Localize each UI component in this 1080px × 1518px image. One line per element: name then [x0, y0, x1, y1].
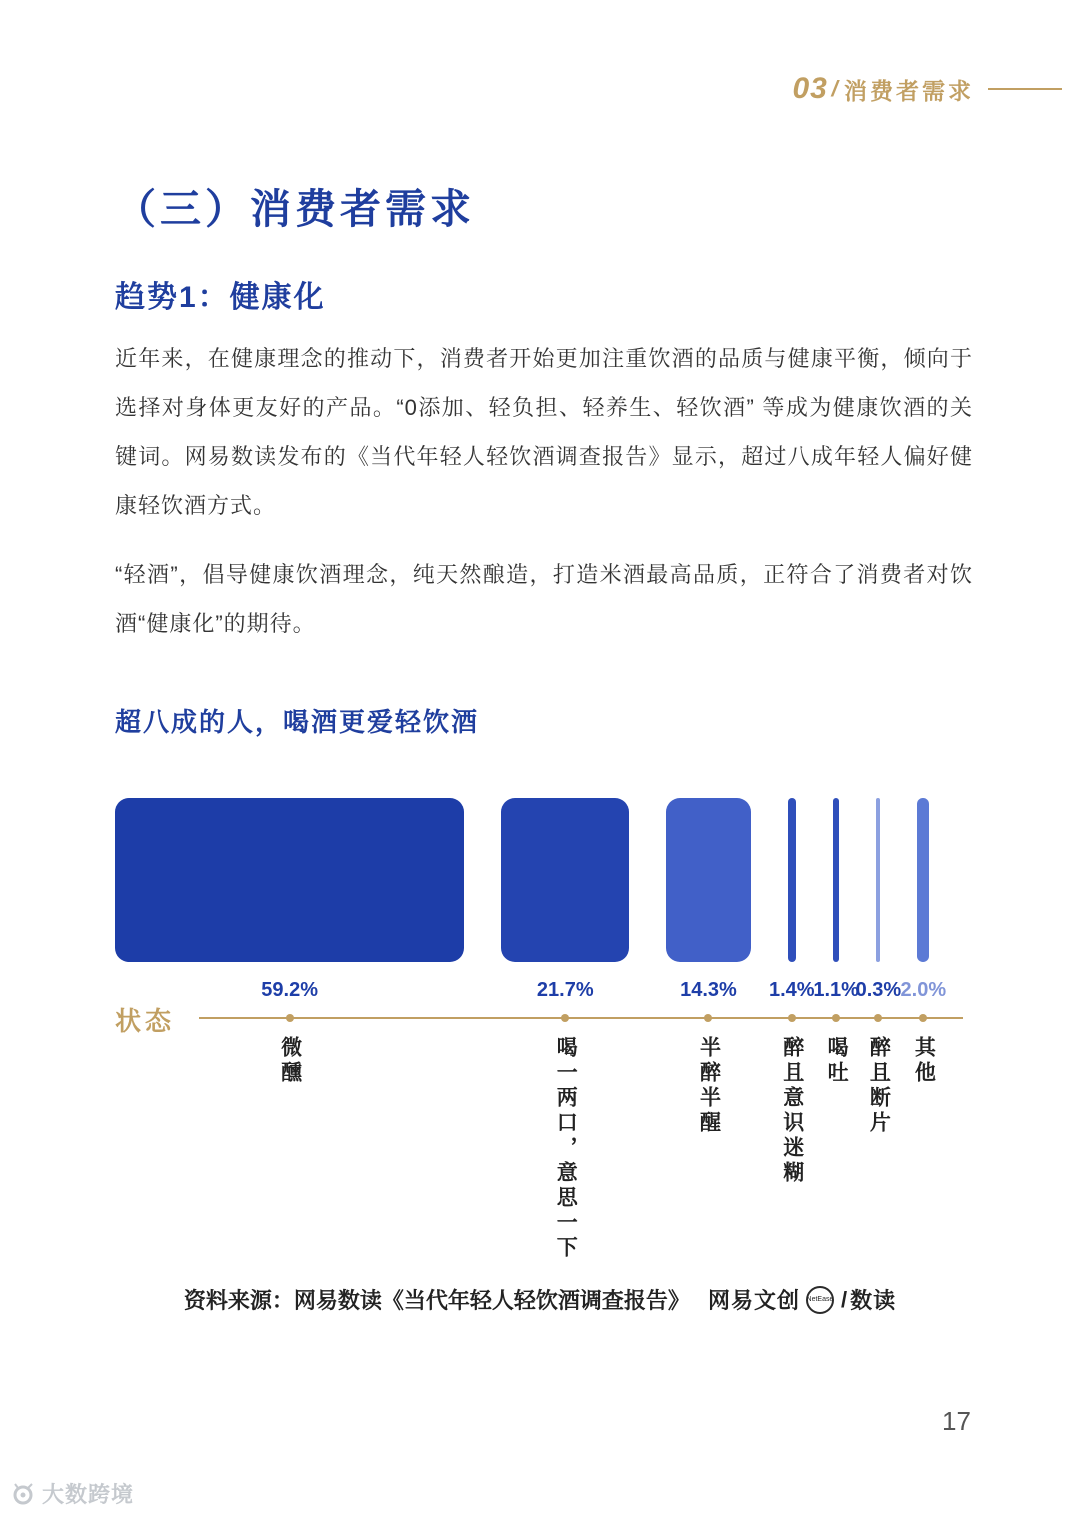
axis-dot [704, 1014, 712, 1022]
axis-dot [874, 1014, 882, 1022]
brand-separator: / [840, 1286, 848, 1312]
page-title: （三）消费者需求 [115, 186, 475, 232]
bar-value-label: 14.3% [680, 979, 737, 1001]
header-section-number: 03 [792, 72, 828, 105]
bar-value-label: 59.2% [261, 979, 318, 1001]
netease-logo-icon: NetEase [806, 1286, 834, 1314]
header-separator: / [829, 76, 841, 101]
axis-label: 状态 [115, 1006, 176, 1036]
bar-category-label: 喝吐 [825, 1036, 849, 1086]
bar-category-label: 喝一两口，意思一下 [554, 1036, 578, 1261]
brand-suffix: 数读 [850, 1288, 897, 1313]
brand-name: 网易文创 [707, 1288, 800, 1313]
bar-chart [115, 798, 995, 1278]
axis-dot [561, 1014, 569, 1022]
bar-value-label: 0.3% [855, 979, 902, 1001]
page-number: 17 [942, 1406, 971, 1436]
bar-category-label: 半醉半醒 [697, 1036, 721, 1136]
bar-segment [666, 798, 750, 962]
axis-dot [832, 1014, 840, 1022]
body-paragraph-1: 近年来，在健康理念的推动下，消费者开始更加注重饮酒的品质与健康平衡，倾向于选择对身体更友好的产品。“0添加、轻负担、轻养生、轻饮酒” 等成为健康饮酒的关键词。网易数读发布的《当代年轻人轻饮酒调查报告》显示，超过八成年轻人偏好健康轻饮酒方式。 [115, 346, 973, 518]
source-prefix: 资料来源： [183, 1288, 294, 1313]
chart-title: 超八成的人，喝酒更爱轻饮酒 [115, 707, 480, 737]
bar-segment [115, 798, 464, 962]
axis-dot [788, 1014, 796, 1022]
watermark-logo-icon [10, 1481, 36, 1507]
bar-category-label: 醉且断片 [867, 1036, 891, 1136]
bar-value-label: 21.7% [536, 979, 594, 1001]
watermark [10, 1478, 134, 1509]
trend-subtitle: 趋势1：健康化 [115, 281, 326, 314]
body-paragraph-2: “轻酒”，倡导健康饮酒理念，纯天然酿造，打造米酒最高品质，正符合了消费者对饮酒“健康化”的期待。 [115, 562, 973, 636]
bar-category-label: 微醺 [278, 1036, 302, 1086]
bar-segment [917, 798, 929, 962]
source-text: 网易数读《当代年轻人轻饮酒调查报告》 [293, 1288, 690, 1313]
bar-segment [876, 798, 880, 962]
watermark-text: 大数跨境 [42, 1482, 135, 1507]
bar-value-label: 1.1% [813, 979, 859, 1001]
source-line [0, 1284, 1080, 1315]
bar-value-label: 2.0% [900, 979, 947, 1001]
axis-dot [286, 1014, 294, 1022]
axis-dot [919, 1014, 927, 1022]
bar-segment [788, 798, 796, 962]
header-section-title: 消费者需求 [844, 77, 974, 104]
header-rule [988, 88, 1062, 90]
bar-category-label: 醉且意识迷糊 [780, 1036, 804, 1186]
page-header [793, 72, 1063, 106]
bar-segment [501, 798, 629, 962]
bar-category-label: 其他 [912, 1036, 936, 1086]
chart-bars [115, 798, 995, 1278]
bar-value-label: 1.4% [769, 979, 815, 1001]
bar-segment [833, 798, 839, 962]
